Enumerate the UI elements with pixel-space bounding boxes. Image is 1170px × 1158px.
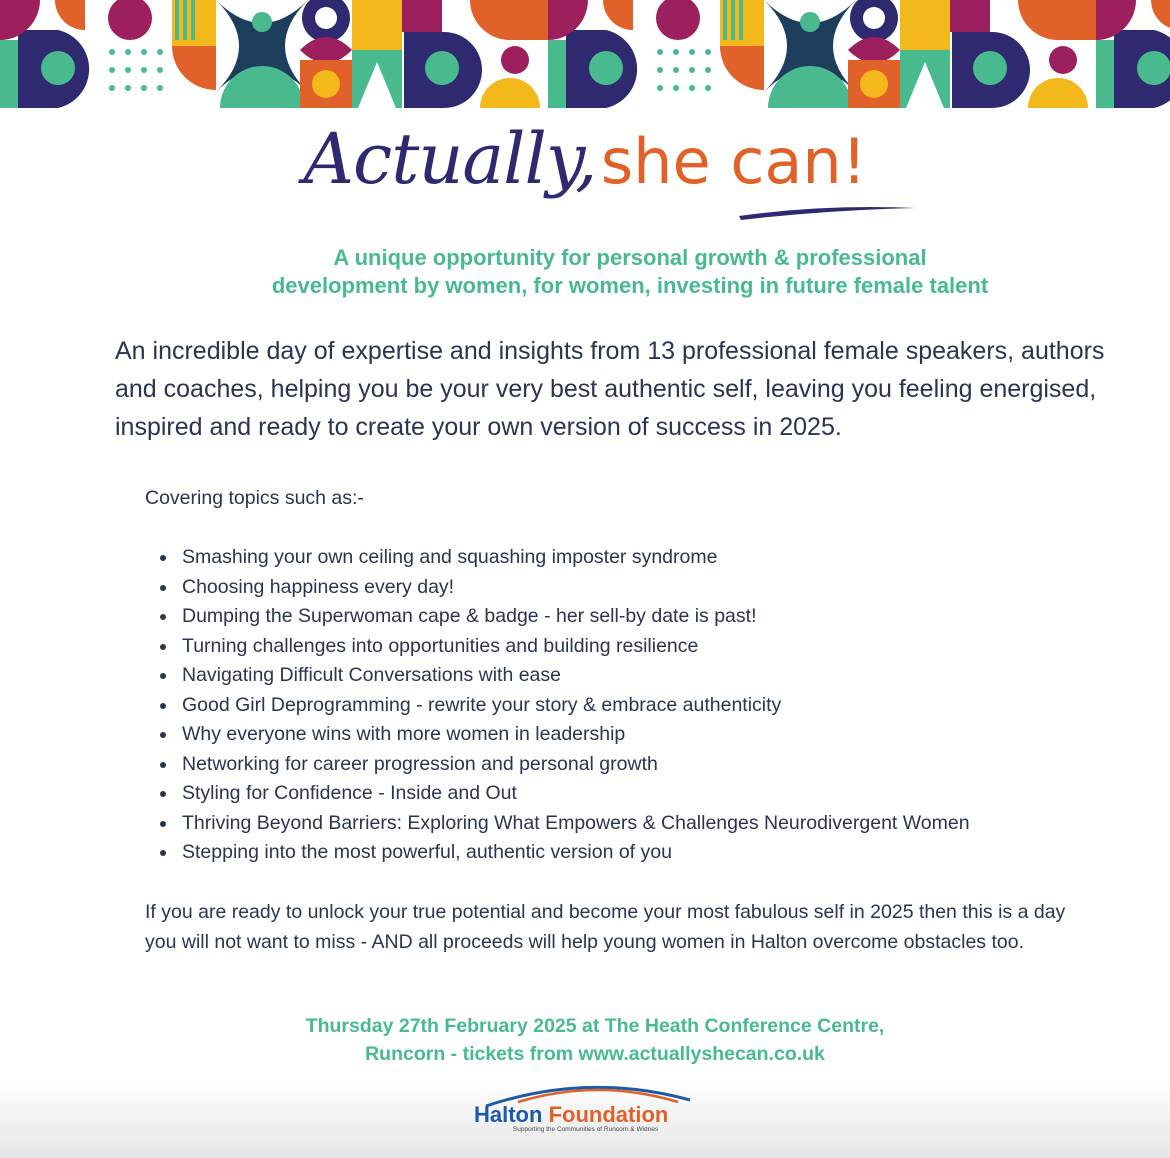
list-item: Navigating Difficult Conversations with ease [155,661,1115,691]
list-item: Good Girl Deprogramming - rewrite your story & embrace authenticity [155,691,1115,721]
list-item: Styling for Confidence - Inside and Out [155,779,1115,809]
event-title [0,118,1170,228]
list-item: Networking for career progression and personal growth [155,750,1115,780]
geometric-pattern-banner [0,0,1170,108]
halton-foundation-logo [468,1078,704,1140]
list-item: Thriving Beyond Barriers: Exploring What Empowers & Challenges Neurodivergent Women [155,809,1115,839]
title-sans-text: she can! [600,125,867,198]
list-item: Turning challenges into opportunities and building resilience [155,632,1115,662]
event-details-line-2: Runcorn - tickets from www.actuallyshecan.co.uk [365,1043,825,1065]
logo-subtitle: Supporting the Communities of Runcorn & Widnes [512,1126,659,1133]
title-script-text: Actually, [303,118,597,200]
list-item: Why everyone wins with more women in leadership [155,720,1115,750]
event-details [200,1012,990,1068]
tagline-line-1: A unique opportunity for personal growth & professional [333,245,927,270]
tagline-line-2: development by women, for women, investing in future female talent [271,273,989,298]
logo-name-halton: Halton [474,1102,543,1127]
topics-heading: Covering topics such as:- [145,487,364,509]
list-item: Stepping into the most powerful, authentic version of you [155,838,1115,868]
tagline [150,244,1110,300]
title-underline-swoosh [735,200,920,222]
logo-name [474,1102,668,1128]
intro-paragraph: An incredible day of expertise and insights from 13 professional female speakers, authors and coaches, helping you be your very best authentic self, leaving you feeling energised, inspired and ready to create your own version of success in 2025. [115,337,1105,441]
list-item: Choosing happiness every day! [155,573,1115,603]
logo-name-foundation: Foundation [548,1102,669,1127]
topics-list [155,543,1115,868]
list-item: Dumping the Superwoman cape & badge - her sell-by date is past! [155,602,1115,632]
closing-paragraph: If you are ready to unlock your true potential and become your most fabulous self in 2025 then this is a day you will not want to miss - AND all proceeds will help young women in Halton overcome obstacles too. [145,901,1066,953]
list-item: Smashing your own ceiling and squashing imposter syndrome [155,543,1115,573]
event-details-line-1: Thursday 27th February 2025 at The Heath Conference Centre, [305,1015,885,1037]
